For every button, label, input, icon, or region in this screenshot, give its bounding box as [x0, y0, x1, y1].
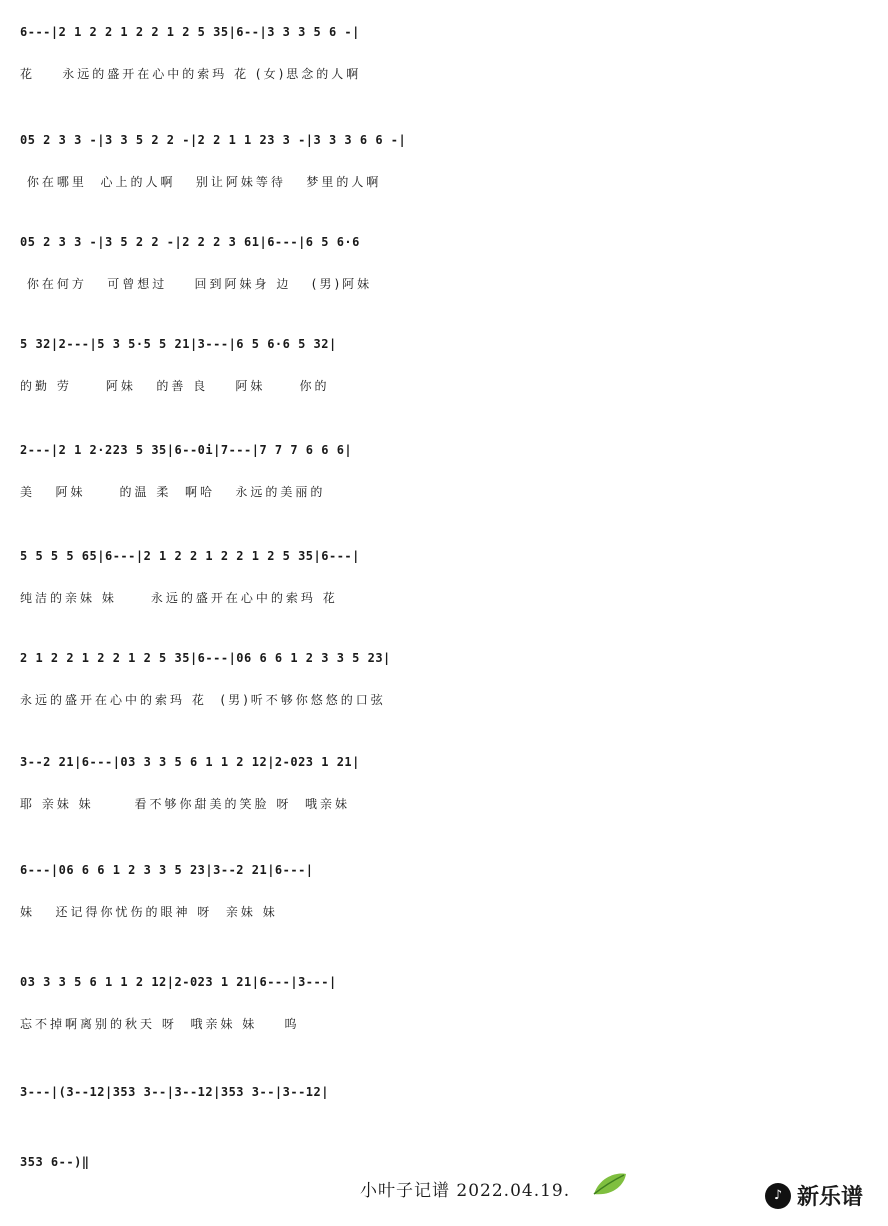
lyrics-line: 妹 还记得你忧伤的眼神 呀 亲妹 妹 — [20, 905, 278, 919]
notation-line: 2---|2 1 2·223 5 35|6--0i|7---|7 7 7 6 6 6| — [20, 443, 353, 457]
notation-line: 05 2 3 3 -|3 5 2 2 -|2 2 2 3 61|6---|6 5 6·6 — [20, 235, 360, 249]
notation-line: 05 2 3 3 -|3 3 5 2 2 -|2 2 1 1 23 3 -|3 3 3 6 6 -| — [20, 133, 407, 147]
brand — [765, 1180, 863, 1211]
lyrics-line: 的勤 劳 阿妹 的善 良 阿妹 你的 — [20, 379, 330, 393]
notation-line: 5 32|2---|5 3 5·5 5 21|3---|6 5 6·6 5 32| — [20, 337, 337, 351]
green-leaf-icon — [590, 1170, 630, 1202]
notation-line: 5 5 5 5 65|6---|2 1 2 2 1 2 2 1 2 5 35|6---| — [20, 549, 360, 563]
notation-line: 353 6--)‖ — [20, 1155, 90, 1169]
lyrics-line: 你在哪里 心上的人啊 别让阿妹等待 梦里的人啊 — [20, 175, 382, 189]
lyrics-line: 忘不掉啊离别的秋天 呀 哦亲妹 妹 呜 — [20, 1017, 300, 1031]
lyrics-line: 永远的盛开在心中的索玛 花 (男)听不够你悠悠的口弦 — [20, 693, 386, 707]
brand-name: 新乐谱 — [797, 1185, 864, 1210]
lyrics-line: 美 阿妹 的温 柔 啊哈 永远的美丽的 — [20, 485, 326, 499]
lyrics-line: 花 永远的盛开在心中的索玛 花 (女)思念的人啊 — [20, 67, 362, 81]
lyrics-line: 纯洁的亲妹 妹 永远的盛开在心中的索玛 花 — [20, 591, 338, 605]
transcriber-signature: 小叶子记谱 2022.04.19. — [360, 1181, 571, 1201]
lyrics-line: 你在何方 可曾想过 回到阿妹身 边 (男)阿妹 — [20, 277, 373, 291]
music-note-disc-icon: ♪ — [765, 1183, 791, 1209]
notation-line: 2 1 2 2 1 2 2 1 2 5 35|6---|06 6 6 1 2 3 3 5 23| — [20, 651, 391, 665]
lyrics-line: 耶 亲妹 妹 看不够你甜美的笑脸 呀 哦亲妹 — [20, 797, 350, 811]
notation-line: 03 3 3 5 6 1 1 2 12|2-023 1 21|6---|3---| — [20, 975, 337, 989]
notation-line: 6---|2 1 2 2 1 2 2 1 2 5 35|6--|3 3 3 5 6 -| — [20, 25, 360, 39]
notation-line: 3--2 21|6---|03 3 3 5 6 1 1 2 12|2-023 1 21| — [20, 755, 360, 769]
notation-line: 3---|(3--12|353 3--|3--12|353 3--|3--12| — [20, 1085, 329, 1099]
notation-line: 6---|06 6 6 1 2 3 3 5 23|3--2 21|6---| — [20, 863, 314, 877]
